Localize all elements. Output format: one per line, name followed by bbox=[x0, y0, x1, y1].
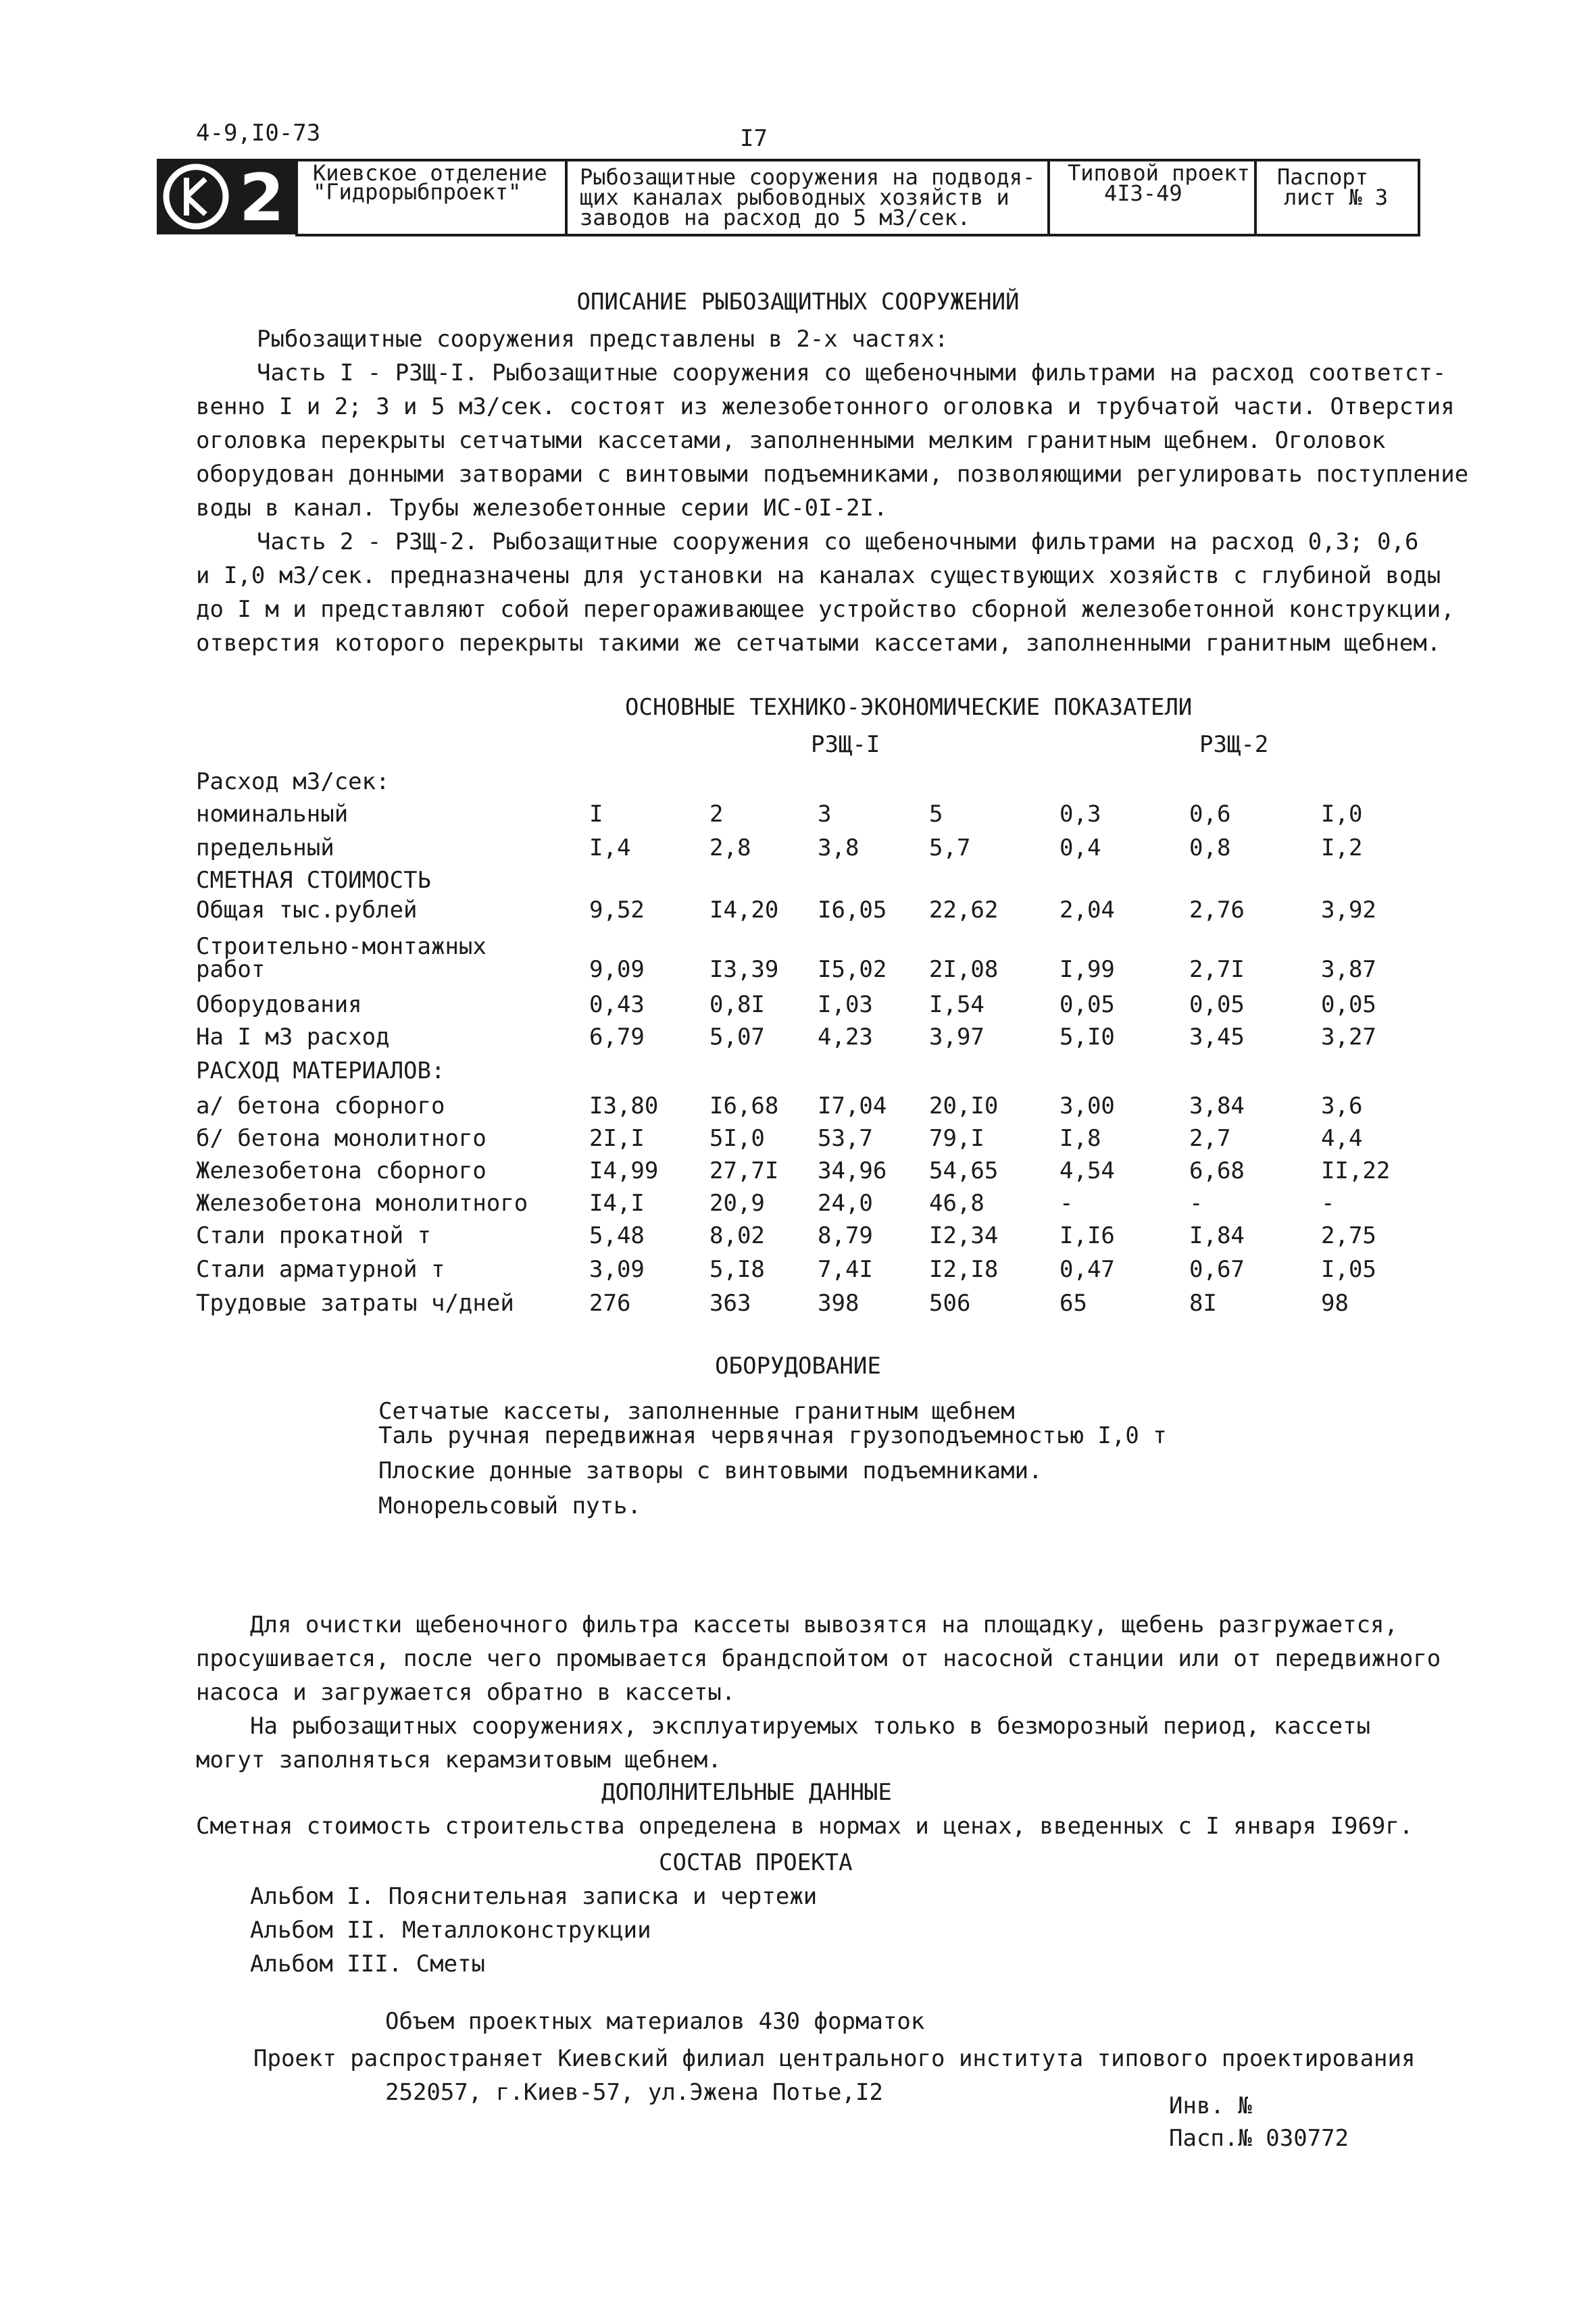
table-cell: 3,00 bbox=[1059, 1092, 1115, 1120]
composition-item: Альбом III. Сметы bbox=[250, 1951, 485, 1978]
table-cell: 5,48 bbox=[589, 1222, 645, 1249]
table-cell: 5,I8 bbox=[709, 1256, 765, 1283]
composition-heading: СОСТАВ ПРОЕКТА bbox=[659, 1849, 853, 1876]
distributor: Проект распространяет Киевский филиал центрального института типового проектирования bbox=[253, 2045, 1416, 2072]
table-cell: 3,27 bbox=[1321, 1024, 1376, 1051]
table-cell: I bbox=[589, 801, 603, 828]
composition-item: Альбом I. Пояснительная записка и чертежи bbox=[250, 1883, 818, 1910]
table-row bbox=[196, 958, 1412, 988]
table-row bbox=[196, 1292, 1412, 1322]
table-cell: 0,4 bbox=[1059, 834, 1101, 861]
table-cell: 8,79 bbox=[818, 1222, 873, 1249]
table-cell: 5I,0 bbox=[709, 1125, 765, 1152]
logo-emblem-icon bbox=[157, 159, 238, 234]
table-cell: 2,04 bbox=[1059, 897, 1115, 924]
table-cell: 5 bbox=[929, 801, 943, 828]
cleaning-line: просушивается, после чего промывается брандспойтом от насосной станции или от передвижного bbox=[196, 1645, 1441, 1672]
equipment-item: Сетчатые кассеты, заполненные гранитным щебнем bbox=[378, 1398, 1015, 1425]
logo-digit: 2 bbox=[239, 160, 284, 236]
table-cell: II,22 bbox=[1321, 1157, 1391, 1184]
passport-label: Паспорт bbox=[1277, 164, 1368, 190]
description-line: отверстия которого перекрыты такими же сетчатыми кассетами, заполненными гранитным щебнем. bbox=[196, 630, 1441, 657]
row-label: Железобетона сборного bbox=[196, 1157, 487, 1184]
additional-text: Сметная стоимость строительства определена в нормах и ценах, введенных с I января I969г. bbox=[196, 1813, 1414, 1840]
table-row bbox=[196, 1059, 1412, 1089]
table-cell: 2,7I bbox=[1189, 956, 1245, 983]
table-cell: 4,54 bbox=[1059, 1157, 1115, 1184]
row-label: Стали прокатной т bbox=[196, 1222, 431, 1249]
row-label: Трудовые затраты ч/дней bbox=[196, 1290, 514, 1317]
table-cell: I7,04 bbox=[818, 1092, 887, 1120]
table-cell: 3 bbox=[818, 801, 832, 828]
table-cell: 4,4 bbox=[1321, 1125, 1363, 1152]
table-cell: 3,97 bbox=[929, 1024, 984, 1051]
table-cell: I,03 bbox=[818, 991, 873, 1018]
table-row bbox=[196, 770, 1412, 800]
table-cell: 7,4I bbox=[818, 1256, 873, 1283]
inventory-number: Инв. № bbox=[1169, 2092, 1252, 2119]
group-header-rzsh2: РЗЩ-2 bbox=[1199, 731, 1269, 758]
table-cell: 0,3 bbox=[1059, 801, 1101, 828]
table-cell: I,54 bbox=[929, 991, 984, 1018]
table-cell: I6,68 bbox=[709, 1092, 779, 1120]
table-cell: I2,I8 bbox=[929, 1256, 999, 1283]
table-cell: 3,45 bbox=[1189, 1024, 1245, 1051]
table-cell: 0,8I bbox=[709, 991, 765, 1018]
row-label: На I м3 расход bbox=[196, 1024, 390, 1051]
table-cell: 98 bbox=[1321, 1290, 1349, 1317]
table-cell: I,84 bbox=[1189, 1222, 1245, 1249]
table-cell: I3,39 bbox=[709, 956, 779, 983]
table-cell: 0,8 bbox=[1189, 834, 1231, 861]
description-line: Часть I - РЗЩ-I. Рыбозащитные сооружения со щебеночными фильтрами на расход соответст- bbox=[257, 359, 1447, 386]
group-header-rzsh1: РЗЩ-I bbox=[811, 731, 880, 758]
header-passport-cell bbox=[1254, 159, 1420, 236]
cleaning-line: На рыбозащитных сооружениях, эксплуатируемых только в безморозный период, кассеты bbox=[250, 1713, 1371, 1740]
address: 252057, г.Киев-57, ул.Эжена Потье,I2 bbox=[385, 2079, 883, 2106]
organization-logo bbox=[157, 159, 295, 234]
table-row bbox=[196, 1127, 1412, 1157]
table-cell: - bbox=[1321, 1190, 1335, 1217]
description-line: оголовка перекрыты сетчатыми кассетами, заполненными мелким гранитным щебнем. Оголовок bbox=[196, 427, 1386, 454]
cleaning-line: Для очистки щебеночного фильтра кассеты вывозятся на площадку, щебень разгружается, bbox=[250, 1611, 1398, 1638]
table-cell: I,I6 bbox=[1059, 1222, 1115, 1249]
equipment-item: Плоские донные затворы с винтовыми подъемниками. bbox=[378, 1457, 1043, 1484]
table-cell: I5,02 bbox=[818, 956, 887, 983]
table-cell: 22,62 bbox=[929, 897, 999, 924]
table-cell: - bbox=[1189, 1190, 1203, 1217]
cleaning-line: насоса и загружается обратно в кассеты. bbox=[196, 1679, 736, 1706]
table-row bbox=[196, 1159, 1412, 1189]
table-row bbox=[196, 899, 1412, 928]
table-cell: 0,05 bbox=[1059, 991, 1115, 1018]
description-line: воды в канал. Трубы железобетонные серии ИС-0I-2I. bbox=[196, 495, 888, 522]
table-cell: 24,0 bbox=[818, 1190, 873, 1217]
table-cell: 4,23 bbox=[818, 1024, 873, 1051]
table-row bbox=[196, 1192, 1412, 1222]
description-line: и I,0 м3/сек. предназначены для установки на каналах существующих хозяйств с глубиной воды bbox=[196, 562, 1441, 589]
row-label: РАСХОД МАТЕРИАЛОВ: bbox=[196, 1057, 445, 1084]
equipment-item: Монорельсовый путь. bbox=[378, 1492, 641, 1519]
passport-number: Пасп.№ 030772 bbox=[1169, 2125, 1349, 2152]
table-cell: 53,7 bbox=[818, 1125, 873, 1152]
title-line-2: щих каналах рыбоводных хозяйств и bbox=[580, 184, 1009, 210]
table-cell: 2,76 bbox=[1189, 897, 1245, 924]
row-label: СМЕТНАЯ СТОИМОСТЬ bbox=[196, 867, 431, 894]
description-line: оборудован донными затворами с винтовыми подъемниками, позволяющими регулировать поступление bbox=[196, 461, 1469, 488]
table-cell: 20,9 bbox=[709, 1190, 765, 1217]
materials-volume: Объем проектных материалов 430 форматок bbox=[385, 2008, 925, 2035]
row-label: Железобетона монолитного bbox=[196, 1190, 528, 1217]
table-cell: 5,I0 bbox=[1059, 1024, 1115, 1051]
description-line: Рыбозащитные сооружения представлены в 2-х частях: bbox=[257, 326, 949, 353]
table-cell: 2,8 bbox=[709, 834, 751, 861]
table-cell: 6,68 bbox=[1189, 1157, 1245, 1184]
table-cell: 0,6 bbox=[1189, 801, 1231, 828]
header-org-cell bbox=[295, 159, 568, 236]
equipment-item: Таль ручная передвижная червячная грузоподъемностью I,0 т bbox=[378, 1422, 1167, 1449]
table-cell: 398 bbox=[818, 1290, 859, 1317]
table-row bbox=[196, 1092, 1412, 1124]
row-label: работ bbox=[196, 956, 266, 983]
description-line: венно I и 2; 3 и 5 м3/сек. состоят из железобетонного оголовка и трубчатой части. Отверстия bbox=[196, 393, 1455, 420]
row-label: Стали арматурной т bbox=[196, 1256, 445, 1283]
table-cell: 0,05 bbox=[1321, 991, 1376, 1018]
table-cell: 9,09 bbox=[589, 956, 645, 983]
table-cell: 3,87 bbox=[1321, 956, 1376, 983]
table-cell: 3,84 bbox=[1189, 1092, 1245, 1120]
description-heading: ОПИСАНИЕ РЫБОЗАЩИТНЫХ СООРУЖЕНИЙ bbox=[576, 288, 1020, 316]
table-row bbox=[196, 1224, 1412, 1254]
table-cell: 3,8 bbox=[818, 834, 859, 861]
table-row bbox=[196, 1258, 1412, 1288]
table-cell: 3,09 bbox=[589, 1256, 645, 1283]
table-cell: 3,92 bbox=[1321, 897, 1376, 924]
table-cell: 79,I bbox=[929, 1125, 984, 1152]
indicators-heading: ОСНОВНЫЕ ТЕХНИКО-ЭКОНОМИЧЕСКИЕ ПОКАЗАТЕЛИ bbox=[625, 694, 1193, 721]
table-cell: - bbox=[1059, 1190, 1074, 1217]
table-cell: I,8 bbox=[1059, 1125, 1101, 1152]
table-cell: 34,96 bbox=[818, 1157, 887, 1184]
table-cell: 0,67 bbox=[1189, 1256, 1245, 1283]
table-cell: I4,20 bbox=[709, 897, 779, 924]
table-cell: 46,8 bbox=[929, 1190, 984, 1217]
cleaning-line: могут заполняться керамзитовым щебнем. bbox=[196, 1746, 722, 1774]
table-cell: 0,43 bbox=[589, 991, 645, 1018]
header-title-cell bbox=[565, 159, 1050, 236]
table-cell: 27,7I bbox=[709, 1157, 779, 1184]
table-cell: 20,I0 bbox=[929, 1092, 999, 1120]
title-line-1: Рыбозащитные сооружения на подводя- bbox=[580, 164, 1036, 190]
row-label: Оборудования bbox=[196, 991, 362, 1018]
table-cell: I2,34 bbox=[929, 1222, 999, 1249]
table-cell: 363 bbox=[709, 1290, 751, 1317]
sheet-number: лист № 3 bbox=[1284, 184, 1389, 210]
table-row bbox=[196, 836, 1412, 866]
project-type: Типовой проект bbox=[1068, 160, 1250, 186]
row-label: а/ бетона сборного bbox=[196, 1092, 445, 1120]
table-cell: I,2 bbox=[1321, 834, 1363, 861]
table-cell: 3,6 bbox=[1321, 1092, 1363, 1120]
org-subname: "Гидрорыбпроект" bbox=[313, 179, 522, 205]
table-cell: I,05 bbox=[1321, 1256, 1376, 1283]
table-cell: 54,65 bbox=[929, 1157, 999, 1184]
row-label: номинальный bbox=[196, 801, 349, 828]
row-label: Строительно-монтажных bbox=[196, 933, 487, 960]
row-label: предельный bbox=[196, 834, 334, 861]
table-cell: I4,99 bbox=[589, 1157, 659, 1184]
table-cell: 2I,I bbox=[589, 1125, 645, 1152]
description-line: до I м и представляют собой перегораживающее устройство сборной железобетонной конструкции, bbox=[196, 596, 1455, 623]
title-line-3: заводов на расход до 5 м3/сек. bbox=[580, 205, 970, 230]
table-cell: 8,02 bbox=[709, 1222, 765, 1249]
table-cell: 6,79 bbox=[589, 1024, 645, 1051]
table-cell: 2I,08 bbox=[929, 956, 999, 983]
table-cell: 0,05 bbox=[1189, 991, 1245, 1018]
table-cell: 9,52 bbox=[589, 897, 645, 924]
table-cell: I6,05 bbox=[818, 897, 887, 924]
org-name: Киевское отделение bbox=[313, 160, 547, 186]
description-line: Часть 2 - РЗЩ-2. Рыбозащитные сооружения со щебеночными фильтрами на расход 0,3; 0,6 bbox=[257, 528, 1419, 555]
table-row bbox=[196, 1026, 1412, 1055]
table-cell: I,4 bbox=[589, 834, 631, 861]
table-cell: I4,I bbox=[589, 1190, 645, 1217]
composition-item: Альбом II. Металлоконструкции bbox=[250, 1917, 651, 1944]
table-cell: I3,80 bbox=[589, 1092, 659, 1120]
table-cell: 5,07 bbox=[709, 1024, 765, 1051]
row-label: Общая тыс.рублей bbox=[196, 897, 418, 924]
table-cell: 5,7 bbox=[929, 834, 971, 861]
equipment-heading: ОБОРУДОВАНИЕ bbox=[715, 1353, 881, 1380]
row-label: Расход м3/сек: bbox=[196, 768, 390, 795]
table-cell: 506 bbox=[929, 1290, 971, 1317]
additional-heading: ДОПОЛНИТЕЛЬНЫЕ ДАННЫЕ bbox=[601, 1779, 892, 1806]
header-project-cell bbox=[1047, 159, 1257, 236]
table-cell: 2,7 bbox=[1189, 1125, 1231, 1152]
table-cell: 2 bbox=[709, 801, 724, 828]
table-row bbox=[196, 993, 1412, 1023]
table-cell: 2,75 bbox=[1321, 1222, 1376, 1249]
document-code: 4-9,I0-73 bbox=[196, 120, 321, 147]
table-cell: I,0 bbox=[1321, 801, 1363, 828]
page-number: I7 bbox=[740, 125, 768, 152]
table-row bbox=[196, 803, 1412, 832]
table-cell: 276 bbox=[589, 1290, 631, 1317]
table-cell: 65 bbox=[1059, 1290, 1087, 1317]
row-label: б/ бетона монолитного bbox=[196, 1125, 487, 1152]
table-cell: I,99 bbox=[1059, 956, 1115, 983]
project-number: 4I3-49 bbox=[1104, 180, 1182, 206]
table-cell: 0,47 bbox=[1059, 1256, 1115, 1283]
table-row bbox=[196, 869, 1412, 899]
table-cell: 8I bbox=[1189, 1290, 1217, 1317]
